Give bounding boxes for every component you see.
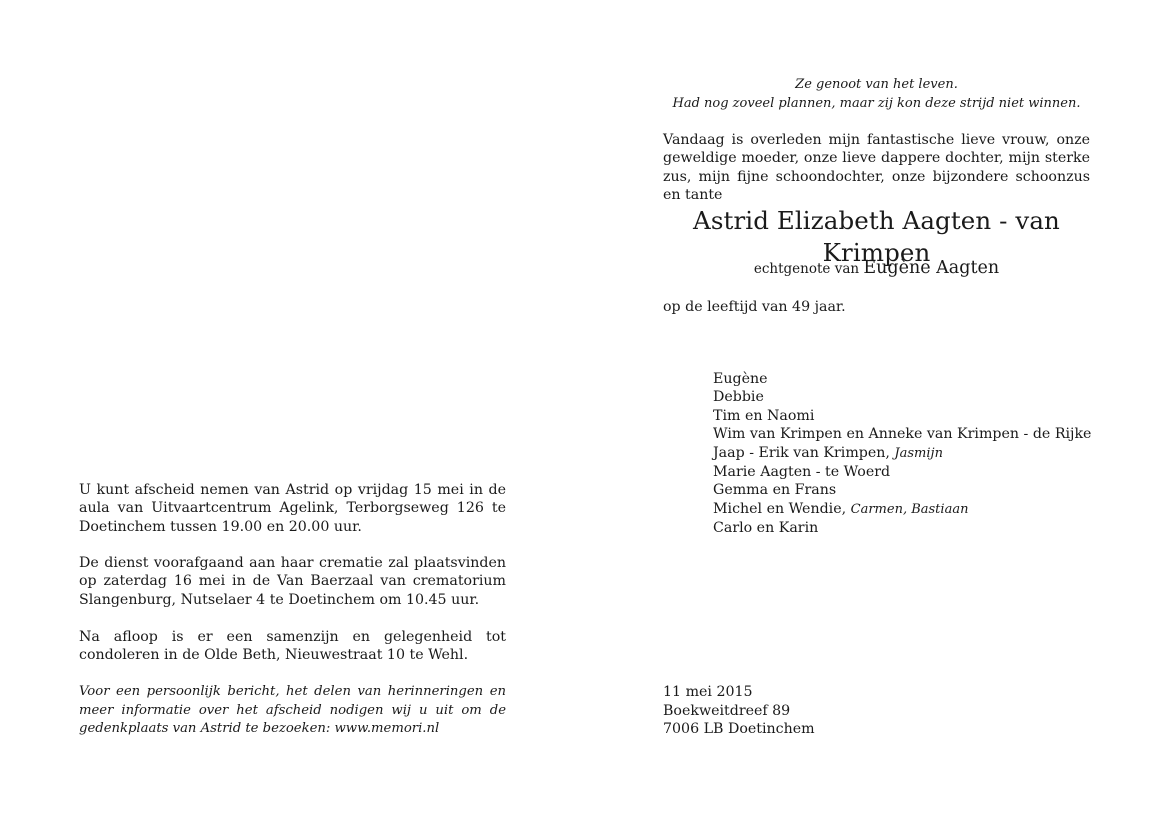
family-member-name: Jaap - Erik van Krimpen, [713, 444, 890, 461]
motto [663, 76, 1090, 113]
motto-line-1: Ze genoot van het leven. [795, 77, 958, 92]
family-member [713, 444, 1091, 463]
memori-note [79, 683, 506, 739]
family-member-name: Marie Aagten - te Woerd [713, 464, 891, 481]
family-member-name: Debbie [713, 389, 764, 406]
family-member [713, 500, 1091, 519]
family-member-name: Wim van Krimpen en Anneke van Krimpen - de Rijke [713, 426, 1092, 443]
age-line: op de leeftijd van 49 jaar. [663, 299, 846, 315]
farewell-text: U kunt afscheid nemen van Astrid op vrijdag 15 mei in de aula van Uitvaartcentrum Agelink, Terborgseweg 126 te Doetinchem tussen 19.00 en 20.00 uur. [79, 482, 506, 535]
family-member [713, 388, 1091, 406]
family-member-children: Jasmijn [894, 445, 943, 461]
deceased-name: Astrid Elizabeth Aagten - van Krimpen [693, 206, 1060, 267]
announcement-text: Vandaag is overleden mijn fantastische lieve vrouw, onze geweldige moeder, onze lieve dappere dochter, mijn sterke zus, mijn fijne schoondochter, onze bijzondere schoonzus en tante [663, 132, 1090, 204]
family-member-children: Carmen, Bastiaan [850, 501, 969, 517]
memori-note-text: Voor een persoonlijk bericht, het delen van herinneringen en meer informatie over het afscheid nodigen wij u uit om de gedenkplaats van Astrid te bezoeken: www.memori.nl [79, 684, 506, 737]
afterwards-text: Na afloop is er een samenzijn en gelegenheid tot condoleren in de Olde Beth, Nieuwestraat 10 te Wehl. [79, 629, 506, 664]
family-member-name: Michel en Wendie, [713, 500, 847, 517]
right-page [584, 0, 1168, 827]
family-member-name: Eugène [713, 371, 768, 387]
family-member-name: Carlo en Karin [713, 520, 819, 537]
motto-line-2: Had nog zoveel plannen, maar zij kon deze strijd niet winnen. [672, 95, 1081, 111]
street: Boekweitdreef 89 [663, 702, 791, 719]
spouse-line [663, 256, 1090, 281]
family-member [713, 407, 1091, 425]
family-member [713, 481, 1091, 499]
family-member [713, 463, 1091, 481]
spouse-prefix: echtgenote van [753, 261, 860, 277]
address-block [663, 683, 815, 739]
family-member [713, 370, 1091, 388]
service-paragraph [79, 554, 506, 609]
family-member-name: Gemma en Frans [713, 482, 837, 499]
service-text: De dienst voorafgaand aan haar crematie zal plaatsvinden op zaterdag 16 mei in de Van Baerzaal van crematorium Slangenburg, Nutselaer 4 te Doetinchem om 10.45 uur. [79, 555, 506, 608]
family-member-name: Tim en Naomi [713, 407, 815, 424]
family-list [713, 370, 1091, 538]
postal-city: 7006 LB Doetinchem [663, 721, 815, 738]
farewell-paragraph [79, 481, 506, 536]
date: 11 mei 2015 [663, 684, 753, 700]
afterwards-paragraph [79, 628, 506, 665]
family-member [713, 425, 1091, 443]
left-page [0, 0, 584, 827]
family-member [713, 519, 1091, 537]
announcement-paragraph [663, 131, 1090, 205]
spouse-name: Eugène Aagten [863, 258, 1000, 278]
